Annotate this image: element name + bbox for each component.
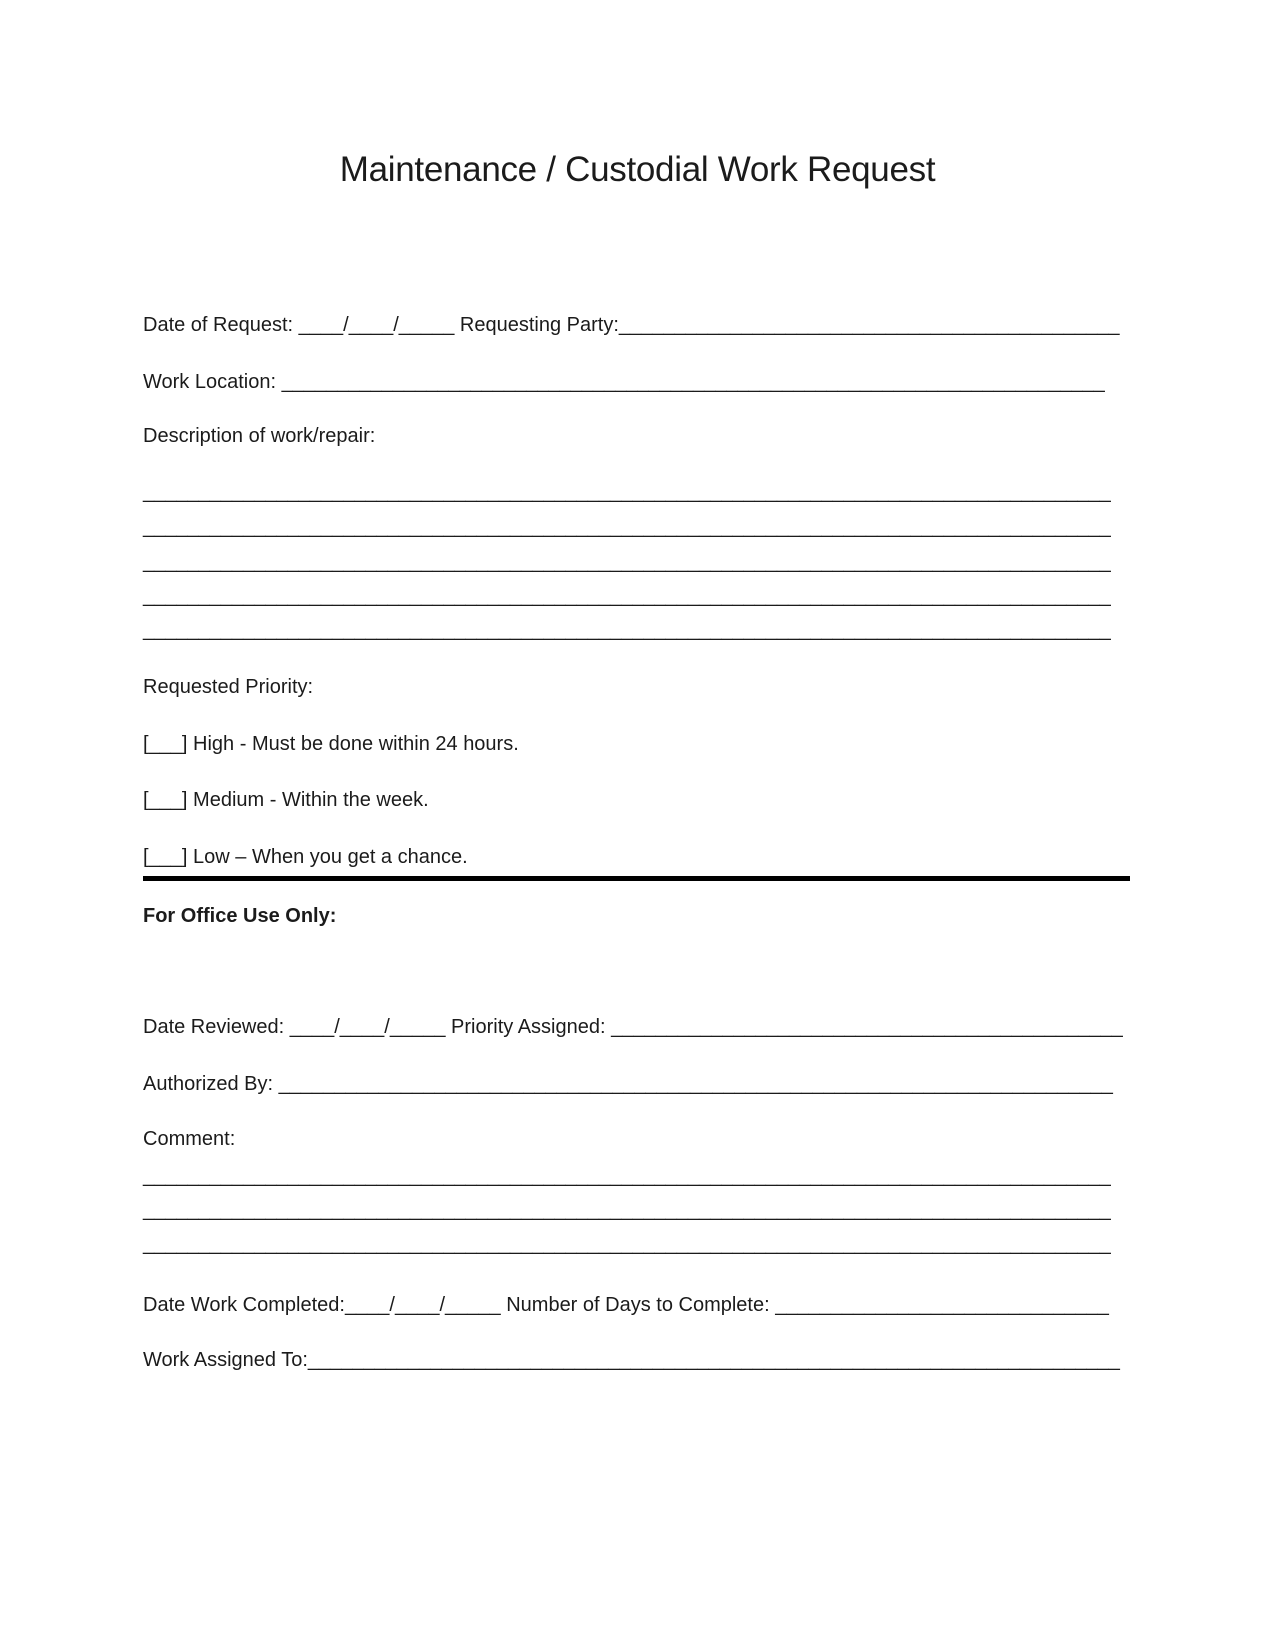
date-work-completed-label: Date Work Completed: [143, 1294, 345, 1316]
comment-blank-line: _______________________________________________________________________________________ [143, 1233, 1111, 1255]
days-to-complete-label: Number of Days to Complete: [500, 1294, 776, 1316]
priority-option-medium [143, 787, 429, 813]
checkbox-medium: [___] [143, 789, 188, 811]
description-blank-line: _______________________________________________________________________________________ [143, 516, 1111, 538]
date-of-request-label: Date of Request: [143, 314, 299, 336]
page-title: Maintenance / Custodial Work Request [339, 150, 936, 189]
priority-assigned-label: Priority Assigned: [445, 1016, 612, 1038]
date-work-completed-blank: ____/____/_____ [344, 1294, 501, 1316]
priority-option-low [143, 844, 468, 870]
row-requested-priority-label [143, 674, 313, 700]
row-comment-label [143, 1126, 235, 1152]
description-blank-line: _______________________________________________________________________________________ [143, 551, 1111, 573]
row-work-assigned-to [143, 1347, 1120, 1373]
description-blank-line: _______________________________________________________________________________________ [143, 619, 1111, 641]
date-reviewed-label: Date Reviewed: [143, 1016, 290, 1038]
comment-blank-line: _______________________________________________________________________________________ [143, 1199, 1111, 1221]
comment-label: Comment: [143, 1128, 236, 1150]
authorized-by-blank: ___________________________________________________________________________ [278, 1073, 1113, 1095]
priority-high-text: High - Must be done within 24 hours. [187, 733, 519, 755]
priority-assigned-blank: ______________________________________________ [611, 1016, 1123, 1038]
work-assigned-to-blank: _________________________________________________________________________ [307, 1349, 1120, 1371]
days-to-complete-blank: ______________________________ [775, 1294, 1109, 1316]
comment-blank-line: _______________________________________________________________________________________ [143, 1165, 1111, 1187]
row-work-location [143, 369, 1105, 395]
priority-option-high [143, 731, 519, 757]
requesting-party-label: Requesting Party: [454, 314, 619, 336]
row-date-reviewed [143, 1014, 1123, 1040]
requested-priority-label: Requested Priority: [143, 676, 314, 698]
priority-low-text: Low – When you get a chance. [187, 846, 468, 868]
authorized-by-label: Authorized By: [143, 1073, 279, 1095]
row-description-label [143, 423, 375, 449]
checkbox-low: [___] [143, 846, 188, 868]
checkbox-high: [___] [143, 733, 188, 755]
date-reviewed-blank: ____/____/_____ [289, 1016, 446, 1038]
description-blank-line: _______________________________________________________________________________________ [143, 481, 1111, 503]
row-authorized-by [143, 1071, 1113, 1097]
work-location-label: Work Location: [143, 371, 282, 393]
section-divider [143, 876, 1130, 881]
description-blank-line: _______________________________________________________________________________________ [143, 585, 1111, 607]
requesting-party-blank: _____________________________________________ [618, 314, 1120, 336]
work-location-blank: __________________________________________________________________________ [281, 371, 1105, 393]
row-date-work-completed [143, 1292, 1109, 1318]
priority-medium-text: Medium - Within the week. [187, 789, 429, 811]
date-of-request-blank: ____/____/_____ [298, 314, 455, 336]
description-label: Description of work/repair: [143, 425, 376, 447]
row-date-of-request [143, 312, 1119, 338]
office-use-heading: For Office Use Only: [143, 905, 337, 927]
work-assigned-to-label: Work Assigned To: [143, 1349, 308, 1371]
